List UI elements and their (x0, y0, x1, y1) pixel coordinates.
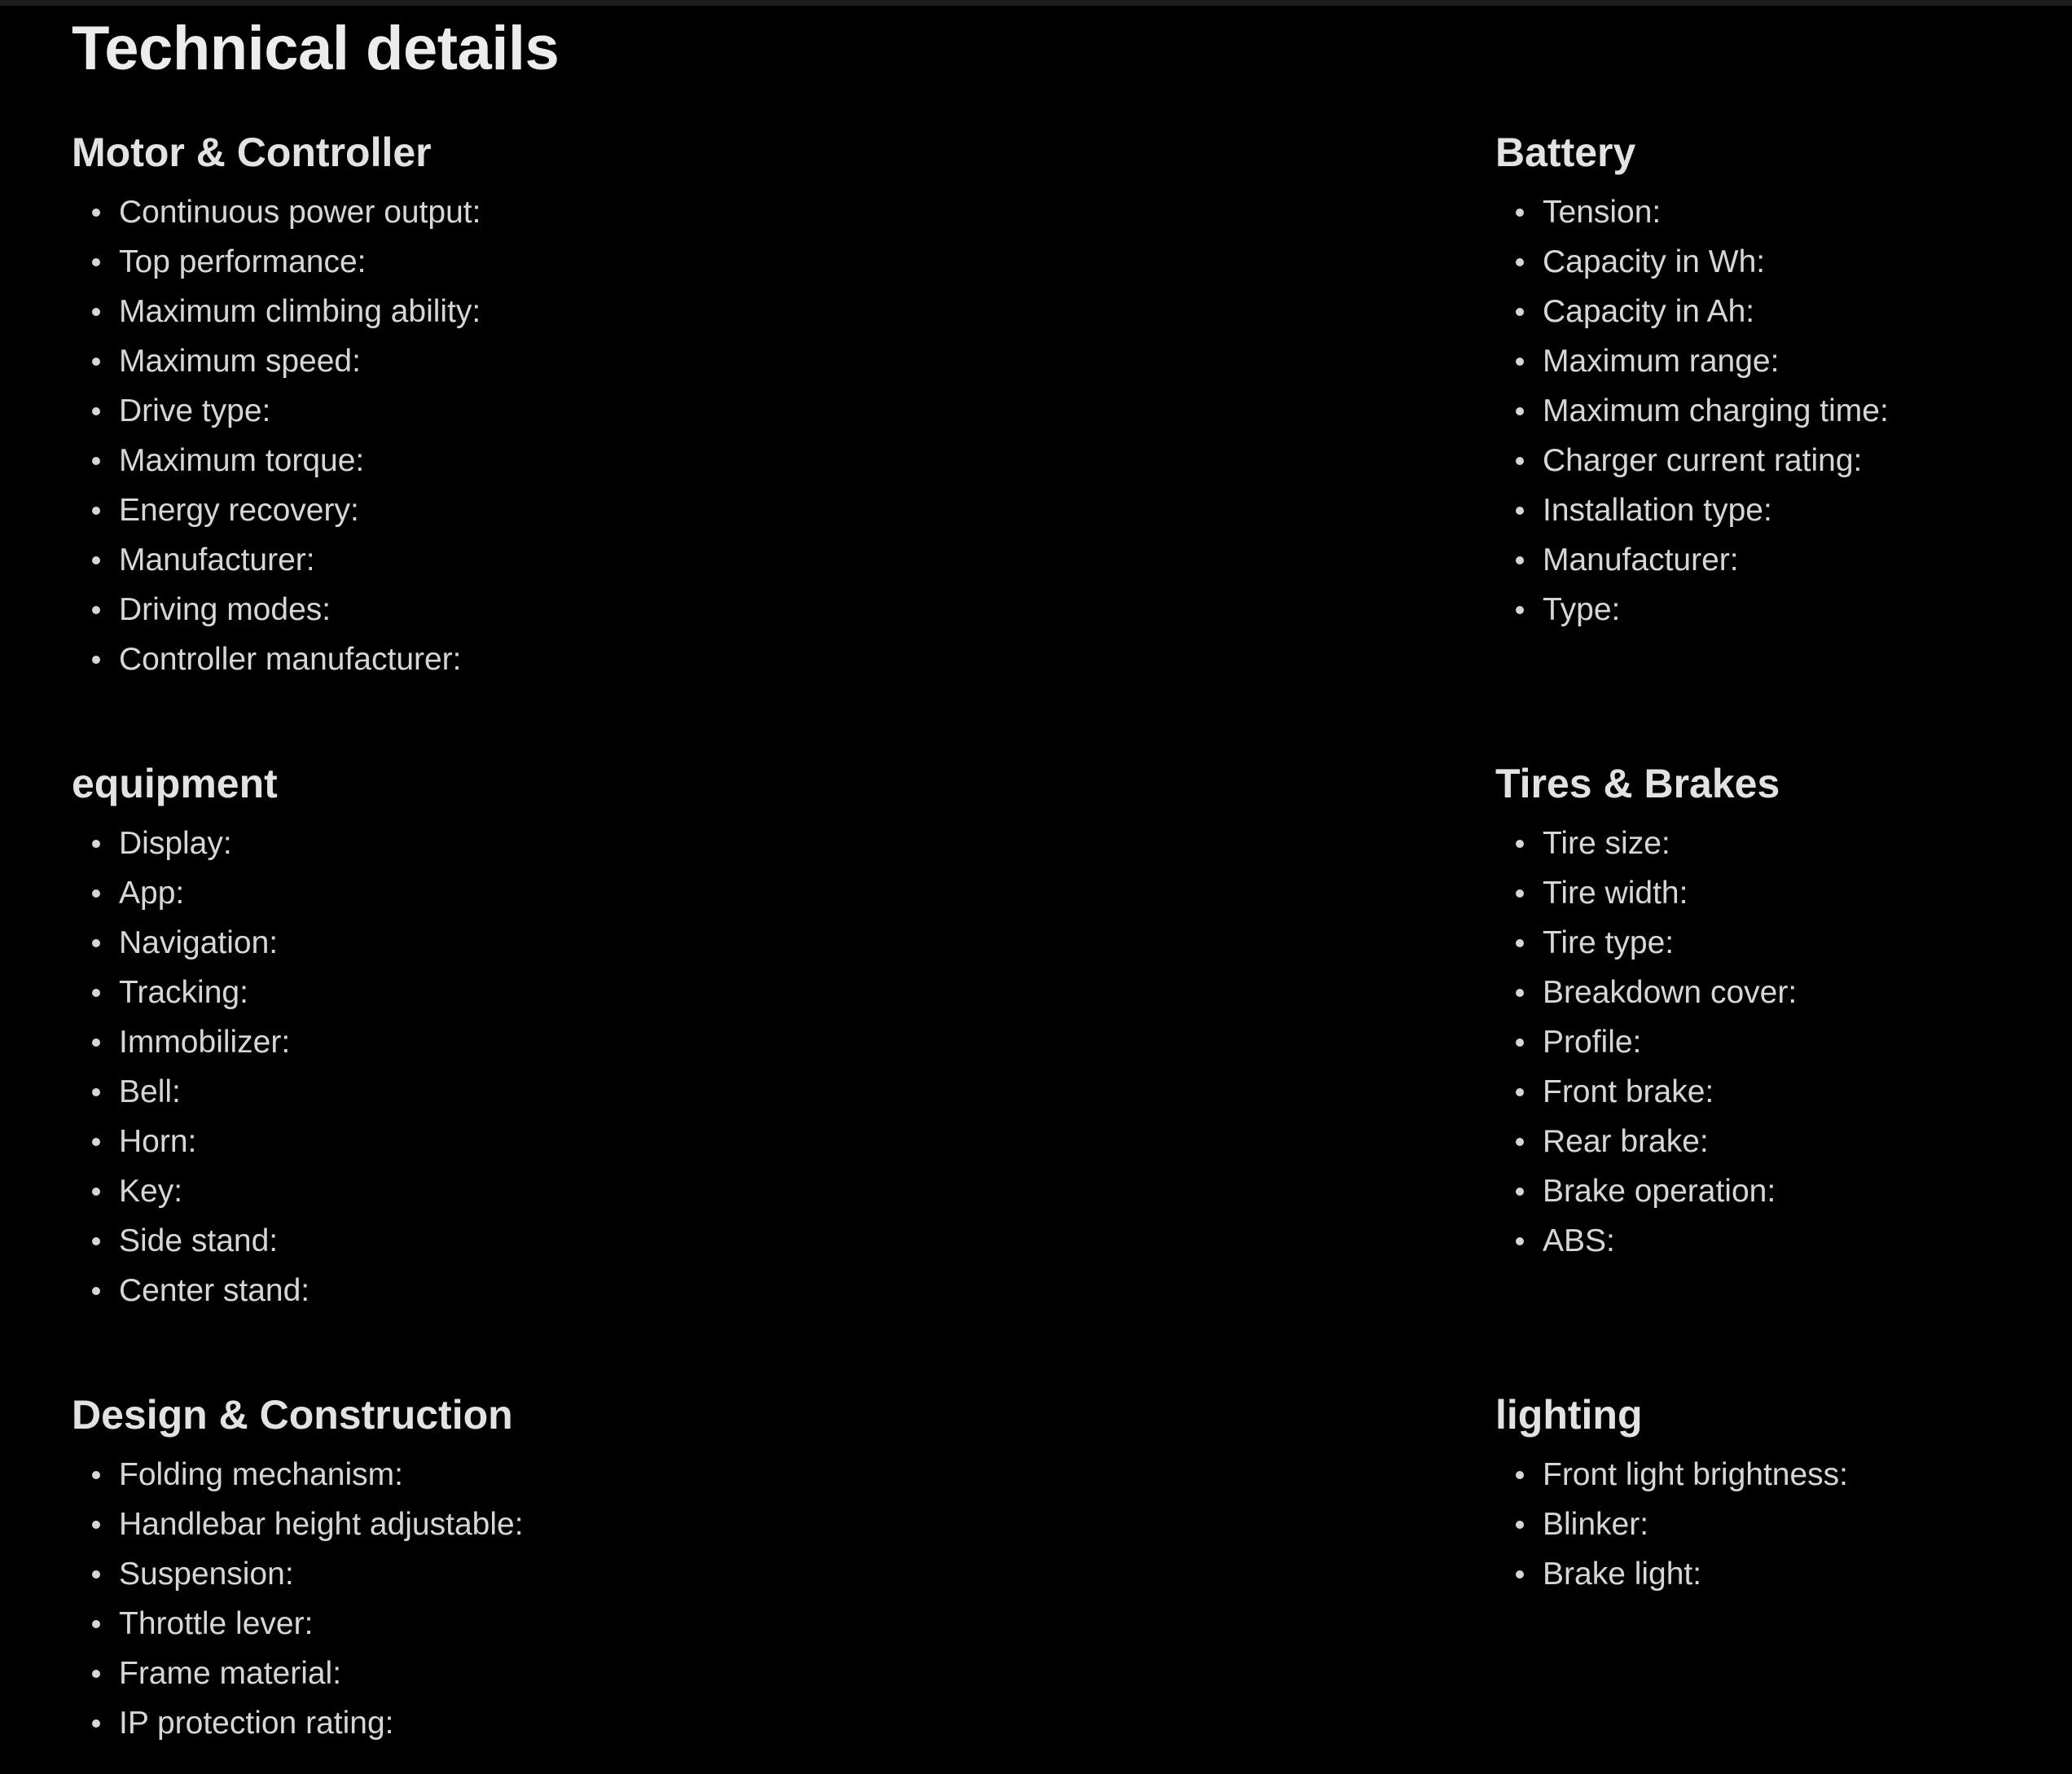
bullet-icon (92, 656, 100, 664)
spec-label: Key: (119, 1174, 183, 1209)
spec-item (72, 1549, 524, 1599)
spec-label: Center stand: (119, 1273, 310, 1308)
spec-label: Display: (119, 826, 232, 861)
spec-label: Tire width: (1543, 876, 1688, 911)
spec-item (1495, 336, 1889, 386)
bullet-icon (1516, 1471, 1524, 1479)
spec-list (1495, 1450, 1848, 1599)
page-title: Technical details (72, 14, 560, 83)
bullet-icon (1516, 556, 1524, 564)
bullet-icon (1516, 258, 1524, 266)
section-title: Design & Construction (72, 1392, 513, 1438)
section-motor-controller (72, 127, 481, 684)
section-title: Tires & Brakes (1495, 761, 1780, 806)
section-title: Battery (1495, 130, 1636, 175)
spec-label: Tire size: (1543, 826, 1670, 861)
spec-item (1495, 868, 1797, 918)
bullet-icon (92, 209, 100, 217)
spec-label: Charger current rating: (1543, 443, 1863, 478)
spec-item (1495, 968, 1797, 1017)
spec-label: Bell: (119, 1074, 181, 1109)
bullet-icon (92, 556, 100, 564)
bullet-icon (1516, 209, 1524, 217)
spec-label: Brake light: (1543, 1557, 1702, 1592)
bullet-icon (1516, 358, 1524, 366)
spec-label: Handlebar height adjustable: (119, 1507, 524, 1542)
bullet-icon (1516, 1237, 1524, 1245)
spec-item (1495, 485, 1889, 535)
spec-item (1495, 1549, 1848, 1599)
bullet-icon (92, 1287, 100, 1295)
bullet-icon (92, 308, 100, 316)
bullet-icon (1516, 606, 1524, 614)
spec-item (1495, 386, 1889, 436)
bullet-icon (92, 1237, 100, 1245)
spec-item (72, 336, 481, 386)
spec-label: Energy recovery: (119, 493, 359, 528)
spec-item (1495, 819, 1797, 868)
section-design-construction (72, 1390, 524, 1748)
spec-item (1495, 1117, 1797, 1166)
bullet-icon (1516, 939, 1524, 947)
spec-item (72, 237, 481, 287)
section-title: Motor & Controller (72, 130, 432, 175)
spec-item (72, 585, 481, 635)
spec-label: Maximum range: (1543, 344, 1780, 379)
bullet-icon (92, 1670, 100, 1678)
spec-label: ABS: (1543, 1223, 1615, 1258)
bullet-icon (92, 258, 100, 266)
spec-item (72, 1649, 524, 1698)
section-lighting (1495, 1390, 1848, 1599)
spec-label: Maximum charging time: (1543, 393, 1889, 428)
spec-label: Capacity in Wh: (1543, 244, 1766, 279)
spec-label: Maximum torque: (119, 443, 365, 478)
top-border (0, 0, 2072, 6)
spec-list (72, 819, 309, 1315)
section-title: lighting (1495, 1392, 1643, 1438)
spec-label: Maximum climbing ability: (119, 294, 481, 329)
spec-label: Horn: (119, 1124, 197, 1159)
bullet-icon (92, 358, 100, 366)
spec-label: Breakdown cover: (1543, 975, 1798, 1010)
spec-item (72, 1698, 524, 1748)
spec-item (1495, 535, 1889, 585)
spec-item (72, 868, 309, 918)
spec-list (72, 187, 481, 684)
spec-item (72, 386, 481, 436)
bullet-icon (92, 1719, 100, 1728)
spec-label: Throttle lever: (119, 1606, 314, 1641)
spec-item (72, 968, 309, 1017)
spec-label: Tension: (1543, 195, 1662, 230)
spec-item (1495, 585, 1889, 635)
spec-label: Installation type: (1543, 493, 1772, 528)
section-tires-brakes (1495, 758, 1797, 1266)
spec-item (72, 436, 481, 485)
spec-label: Continuous power output: (119, 195, 481, 230)
spec-list (72, 1450, 524, 1748)
spec-item (1495, 1450, 1848, 1500)
bullet-icon (92, 939, 100, 947)
spec-label: Drive type: (119, 393, 271, 428)
bullet-icon (92, 889, 100, 898)
bullet-icon (1516, 1038, 1524, 1047)
bullet-icon (92, 1188, 100, 1196)
spec-item (1495, 1216, 1797, 1266)
spec-item (1495, 1166, 1797, 1216)
spec-item (72, 1500, 524, 1549)
spec-item (72, 819, 309, 868)
spec-item (72, 1216, 309, 1266)
spec-item (72, 1117, 309, 1166)
spec-item (1495, 436, 1889, 485)
spec-label: Capacity in Ah: (1543, 294, 1755, 329)
spec-label: Controller manufacturer: (119, 642, 462, 677)
spec-label: Suspension: (119, 1557, 294, 1592)
spec-label: Tracking: (119, 975, 248, 1010)
spec-item (1495, 1017, 1797, 1067)
spec-item (1495, 1500, 1848, 1549)
spec-item (1495, 1067, 1797, 1117)
bullet-icon (92, 1570, 100, 1579)
spec-label: Navigation: (119, 925, 279, 960)
spec-item (1495, 287, 1889, 336)
spec-item (72, 287, 481, 336)
bullet-icon (1516, 1188, 1524, 1196)
bullet-icon (92, 1038, 100, 1047)
spec-item (72, 535, 481, 585)
bullet-icon (1516, 840, 1524, 848)
section-title: equipment (72, 761, 278, 806)
spec-label: Manufacturer: (119, 542, 315, 577)
bullet-icon (1516, 407, 1524, 415)
bullet-icon (92, 507, 100, 515)
spec-label: Maximum speed: (119, 344, 361, 379)
bullet-icon (92, 1088, 100, 1096)
spec-item (72, 635, 481, 684)
spec-label: Brake operation: (1543, 1174, 1776, 1209)
spec-label: IP protection rating: (119, 1706, 394, 1741)
spec-list (1495, 187, 1889, 635)
spec-label: Folding mechanism: (119, 1457, 403, 1492)
spec-item (72, 1017, 309, 1067)
spec-label: Rear brake: (1543, 1124, 1709, 1159)
bullet-icon (92, 989, 100, 997)
bullet-icon (1516, 1521, 1524, 1529)
spec-label: Front light brightness: (1543, 1457, 1849, 1492)
bullet-icon (92, 606, 100, 614)
spec-item (72, 187, 481, 237)
bullet-icon (1516, 1138, 1524, 1146)
spec-item (72, 485, 481, 535)
bullet-icon (92, 457, 100, 465)
spec-item (1495, 237, 1889, 287)
spec-label: Top performance: (119, 244, 367, 279)
spec-item (72, 1166, 309, 1216)
bullet-icon (1516, 1570, 1524, 1579)
spec-label: Driving modes: (119, 592, 331, 627)
spec-label: Tire type: (1543, 925, 1675, 960)
spec-label: Profile: (1543, 1025, 1642, 1060)
spec-label: Manufacturer: (1543, 542, 1739, 577)
spec-list (1495, 819, 1797, 1266)
spec-label: Frame material: (119, 1656, 342, 1691)
section-battery (1495, 127, 1889, 635)
bullet-icon (92, 1471, 100, 1479)
bullet-icon (1516, 889, 1524, 898)
spec-item (72, 918, 309, 968)
bullet-icon (1516, 507, 1524, 515)
spec-label: Immobilizer: (119, 1025, 291, 1060)
spec-item (1495, 918, 1797, 968)
spec-label: Front brake: (1543, 1074, 1714, 1109)
bullet-icon (92, 1138, 100, 1146)
spec-item (72, 1599, 524, 1649)
bullet-icon (92, 840, 100, 848)
spec-label: Type: (1543, 592, 1621, 627)
bullet-icon (1516, 457, 1524, 465)
spec-item (72, 1266, 309, 1315)
bullet-icon (1516, 989, 1524, 997)
bullet-icon (92, 1620, 100, 1628)
bullet-icon (1516, 308, 1524, 316)
spec-item (1495, 187, 1889, 237)
spec-item (72, 1067, 309, 1117)
spec-label: App: (119, 876, 185, 911)
section-equipment (72, 758, 309, 1315)
bullet-icon (92, 407, 100, 415)
spec-label: Blinker: (1543, 1507, 1649, 1542)
spec-label: Side stand: (119, 1223, 279, 1258)
bullet-icon (1516, 1088, 1524, 1096)
bullet-icon (92, 1521, 100, 1529)
spec-item (72, 1450, 524, 1500)
